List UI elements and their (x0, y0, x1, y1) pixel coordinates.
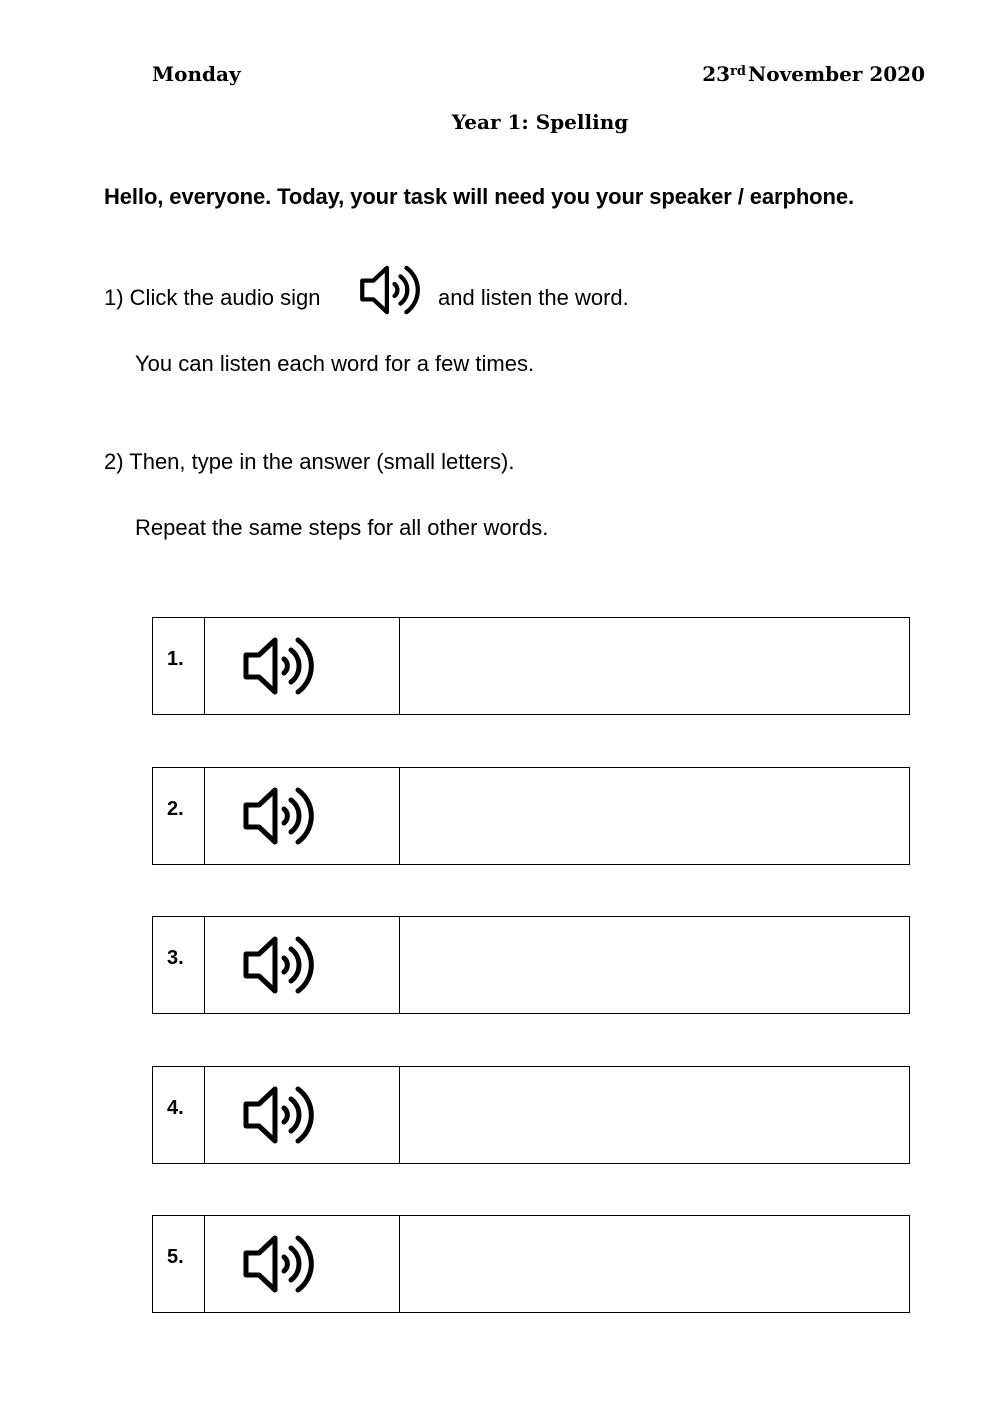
question-row-5 (152, 1215, 910, 1313)
step1-note: You can listen each word for a few times. (135, 351, 535, 376)
step1-text: 1) Click the audio sign (104, 285, 321, 310)
question-number: 5. (153, 1216, 205, 1312)
day-label: Monday (152, 62, 241, 86)
answer-input-5[interactable] (400, 1216, 909, 1312)
answer-input-1[interactable] (400, 618, 909, 714)
answer-input-4[interactable] (400, 1067, 909, 1163)
worksheet-title: Year 1: Spelling (451, 110, 629, 134)
date-label (702, 62, 925, 86)
answer-input-2[interactable] (400, 768, 909, 864)
speaker-icon[interactable] (241, 631, 321, 701)
answer-cell (400, 768, 909, 864)
question-number: 4. (153, 1067, 205, 1163)
question-row-3 (152, 916, 910, 1014)
step2-text: 2) Then, type in the answer (small letters). (104, 449, 515, 474)
audio-button-5[interactable] (205, 1216, 400, 1312)
question-row-2 (152, 767, 910, 865)
speaker-icon[interactable] (358, 260, 426, 320)
step1-text-after: and listen the word. (438, 285, 629, 310)
answer-cell (400, 1067, 909, 1163)
date-rest: November 2020 (747, 62, 925, 86)
audio-button-1[interactable] (205, 618, 400, 714)
speaker-icon[interactable] (241, 781, 321, 851)
question-row-4 (152, 1066, 910, 1164)
audio-button-2[interactable] (205, 768, 400, 864)
intro-text: Hello, everyone. Today, your task will need you your speaker / earphone. (104, 184, 855, 209)
answer-cell (400, 618, 909, 714)
date-day: 23 (702, 62, 731, 86)
audio-button-3[interactable] (205, 917, 400, 1013)
question-number: 1. (153, 618, 205, 714)
answer-cell (400, 1216, 909, 1312)
answer-input-3[interactable] (400, 917, 909, 1013)
question-number: 3. (153, 917, 205, 1013)
question-number: 2. (153, 768, 205, 864)
answer-cell (400, 917, 909, 1013)
date-suffix: rd (730, 64, 746, 79)
audio-button-4[interactable] (205, 1067, 400, 1163)
speaker-icon[interactable] (241, 930, 321, 1000)
question-row-1 (152, 617, 910, 715)
speaker-icon[interactable] (241, 1229, 321, 1299)
speaker-icon[interactable] (241, 1080, 321, 1150)
step2-note: Repeat the same steps for all other words. (135, 515, 549, 540)
